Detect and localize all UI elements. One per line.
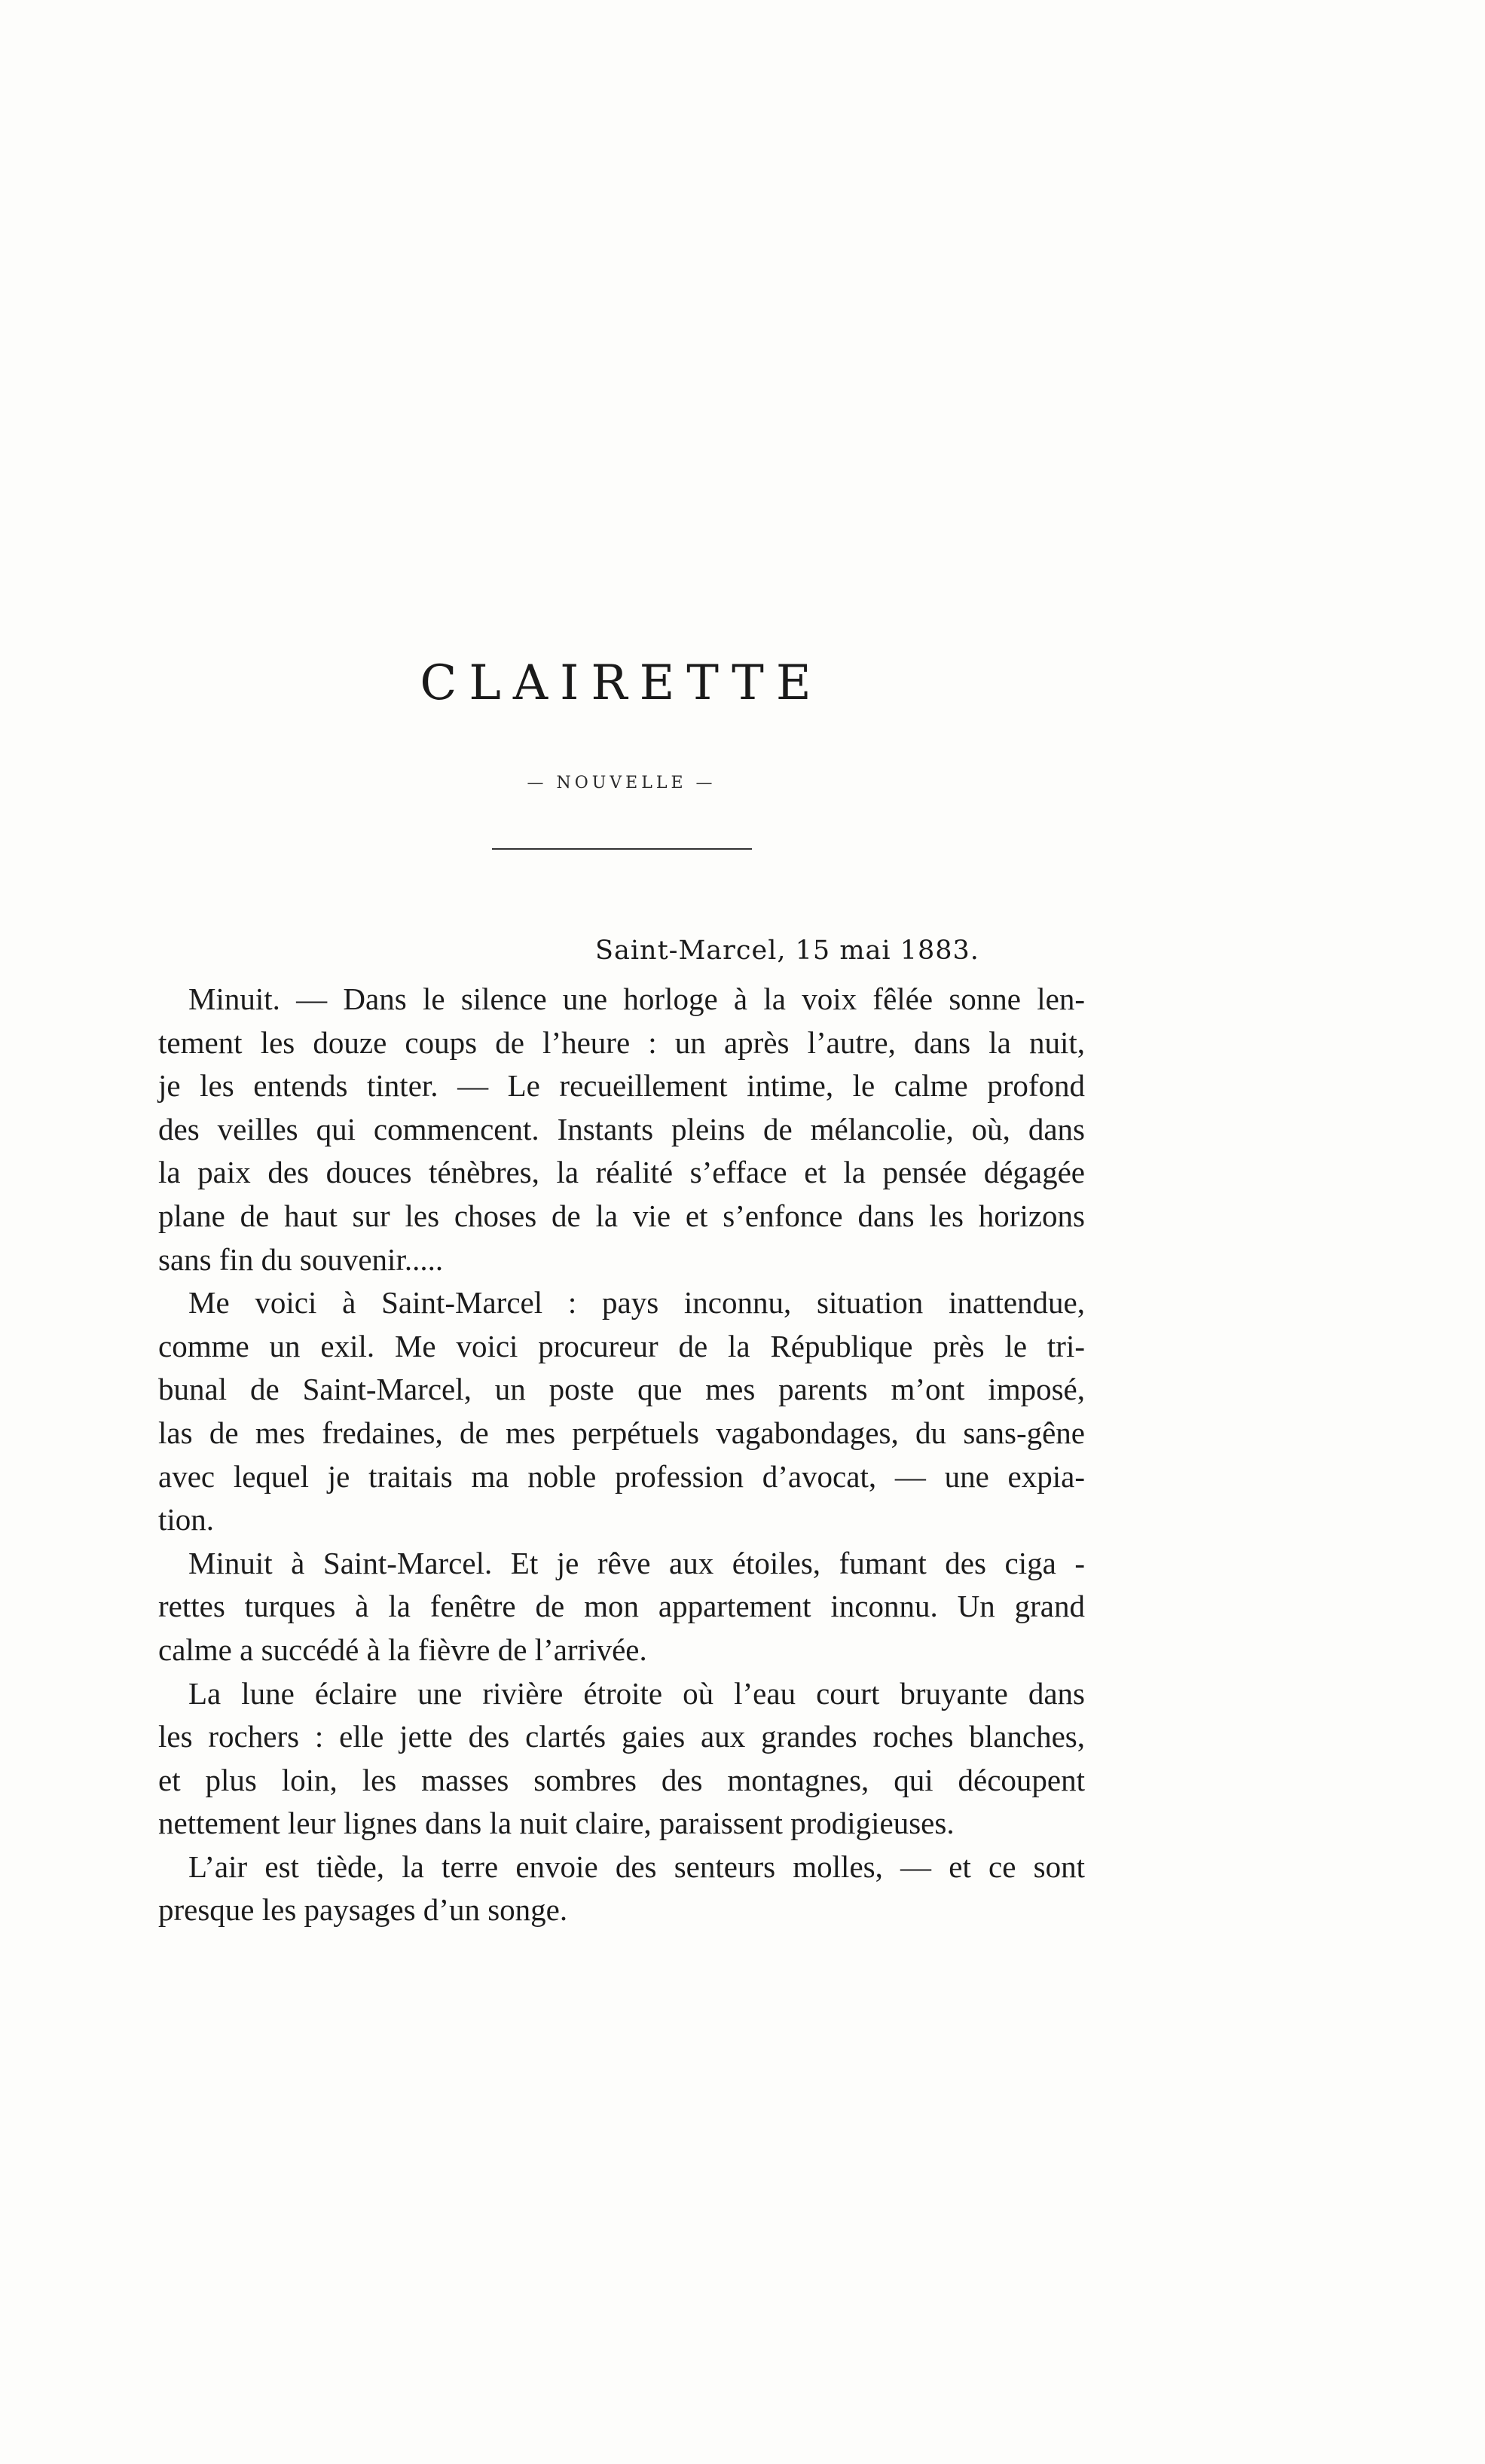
text-line: avec lequel je traitais ma noble profession d’avocat, — une expia- [158,1458,1085,1494]
text-line: bunal de Saint-Marcel, un poste que mes parents m’ont imposé, [158,1372,1085,1407]
text-line: rettes turques à la fenêtre de mon appartement inconnu. Un grand [158,1589,1085,1624]
text-line: tement les douze coups de l’heure : un après l’autre, dans la nuit, [158,1024,1085,1060]
text-line: Minuit. — Dans le silence une horloge à la voix fêlée sonne len- [188,982,1085,1016]
text-line: presque les paysages d’un songe. [158,1892,568,1928]
text-line: plane de haut sur les choses de la vie et s’enfonce dans les horizons [158,1198,1085,1233]
text-line: les rochers : elle jette des clartés gaies aux grandes roches blanches, [158,1719,1085,1754]
body-text [158,978,1085,1932]
text-line: la paix des douces ténèbres, la réalité s’efface et la pensée dégagée [158,1155,1085,1190]
text-line: comme un exil. Me voici procureur de la République près le tri- [158,1328,1085,1363]
text-line: je les entends tinter. — Le recueillement intime, le calme profond [158,1068,1085,1104]
chapter-title: CLAIRETTE [420,655,823,711]
title-divider [492,848,752,850]
text-line: L’air est tiède, la terre envoie des senteurs molles, — et ce sont [188,1849,1085,1884]
text-line: et plus loin, les masses sombres des montagnes, qui découpent [158,1762,1085,1797]
text-line: La lune éclaire une rivière étroite où l’eau court bruyante dans [188,1675,1085,1711]
dateline: Saint-Marcel, 15 mai 1883. [595,936,979,966]
text-line: sans fin du souvenir..... [158,1241,444,1277]
text-line: tion. [158,1502,215,1537]
text-line: Minuit à Saint-Marcel. Et je rêve aux étoiles, fumant des ciga - [188,1545,1085,1580]
chapter-subtitle: — NOUVELLE — [527,774,717,792]
text-line: Me voici à Saint-Marcel : pays inconnu, situation inattendue, [188,1285,1085,1321]
text-line: las de mes fredaines, de mes perpétuels vagabondages, du sans-gêne [158,1415,1085,1450]
text-line: nettement leur lignes dans la nuit claire, paraissent prodigieuses. [158,1806,955,1841]
text-line: des veilles qui commencent. Instants pleins de mélancolie, où, dans [158,1111,1085,1147]
text-line: calme a succédé à la fièvre de l’arrivée. [158,1632,647,1667]
